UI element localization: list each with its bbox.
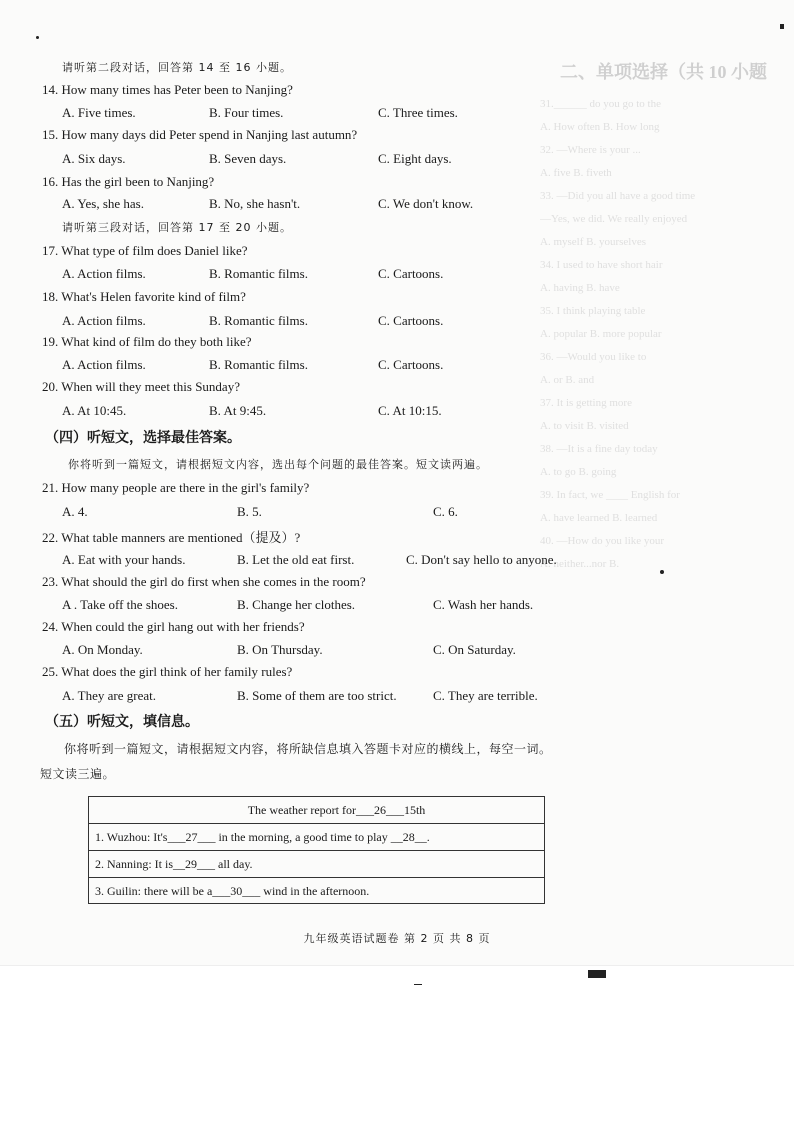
option-19-b: B. Romantic films. — [209, 357, 308, 372]
bleed-through-title: 二、单项选择（共 10 小题 — [560, 62, 767, 82]
option-18-c: C. Cartoons. — [378, 313, 444, 328]
option-21-a: A. 4. — [62, 504, 88, 519]
option-24-b: B. On Thursday. — [237, 642, 323, 657]
section-4-title: （四）听短文，选择最佳答案。 — [45, 430, 241, 446]
table-row-text: 1. Wuzhou: It's___27___ in the morning, a good time to play __28__. — [95, 830, 430, 844]
table-row-text: 2. Nanning: It is__29___ all day. — [95, 857, 253, 871]
question-24: 24. When could the girl hang out with her friends? — [42, 619, 305, 634]
bleed-line: 35. I think playing table — [540, 305, 646, 317]
bleed-line: 40. —How do you like your — [540, 535, 665, 547]
option-16-a: A. Yes, she has. — [62, 196, 144, 211]
bleed-line: —Yes, we did. We really enjoyed — [540, 213, 688, 225]
option-25-a: A. They are great. — [62, 688, 156, 703]
section-5-instruction-cont: 短文读三遍。 — [40, 767, 116, 781]
bleed-line: 39. In fact, we ____ English for — [540, 489, 680, 501]
instruction-part2: 请听第二段对话，回答第 14 至 16 小题。 — [62, 61, 292, 74]
option-17-b: B. Romantic films. — [209, 266, 308, 281]
question-15: 15. How many days did Peter spend in Nanjing last autumn? — [42, 127, 358, 142]
option-15-c: C. Eight days. — [378, 151, 452, 166]
scan-dash — [414, 984, 422, 985]
bleed-line: A. neither...nor B. — [540, 558, 620, 570]
option-24-a: A. On Monday. — [62, 642, 143, 657]
section-5-instruction: 你将听到一篇短文，请根据短文内容，将所缺信息填入答题卡对应的横线上，每空一词。 — [64, 742, 552, 756]
bleed-line: 32. —Where is your ... — [540, 144, 641, 156]
option-24-c: C. On Saturday. — [433, 642, 516, 657]
option-17-a: A. Action films. — [62, 266, 146, 281]
option-14-b: B. Four times. — [209, 105, 284, 120]
bleed-line: 36. —Would you like to — [540, 351, 647, 363]
option-16-b: B. No, she hasn't. — [209, 196, 301, 211]
option-20-b: B. At 9:45. — [209, 403, 267, 418]
scan-edge — [0, 965, 794, 1124]
option-15-b: B. Seven days. — [209, 151, 287, 166]
bleed-line: A. or B. and — [540, 374, 595, 386]
option-22-b: B. Let the old eat first. — [237, 552, 355, 567]
weather-report-table — [88, 796, 545, 904]
option-20-c: C. At 10:15. — [378, 403, 442, 418]
option-22-a: A. Eat with your hands. — [62, 552, 186, 567]
option-14-c: C. Three times. — [378, 105, 458, 120]
option-23-c: C. Wash her hands. — [433, 597, 534, 612]
bleed-line: 31.______ do you go to the — [540, 98, 661, 110]
bleed-line: 38. —It is a fine day today — [540, 443, 658, 455]
table-row — [89, 851, 544, 878]
option-22-c: C. Don't say hello to anyone. — [406, 552, 557, 567]
question-14: 14. How many times has Peter been to Nanjing? — [42, 82, 293, 97]
question-18: 18. What's Helen favorite kind of film? — [42, 289, 246, 304]
option-25-b: B. Some of them are too strict. — [237, 688, 397, 703]
bleed-line: A. popular B. more popular — [540, 328, 662, 340]
bleed-line: A. have learned B. learned — [540, 512, 658, 524]
question-20: 20. When will they meet this Sunday? — [42, 379, 240, 394]
bleed-line: A. myself B. yourselves — [540, 236, 647, 248]
page-footer: 九年级英语试题卷 第 2 页 共 8 页 — [303, 932, 491, 945]
option-23-b: B. Change her clothes. — [237, 597, 356, 612]
question-22: 22. What table manners are mentioned（提及）? — [42, 530, 301, 545]
bleed-line: A. to visit B. visited — [540, 420, 629, 432]
option-14-a: A. Five times. — [62, 105, 136, 120]
option-21-c: C. 6. — [433, 504, 458, 519]
bleed-line: 34. I used to have short hair — [540, 259, 663, 271]
scan-dot — [780, 24, 784, 29]
option-17-c: C. Cartoons. — [378, 266, 444, 281]
bleed-line: 33. —Did you all have a good time — [540, 190, 696, 202]
bleed-through-text — [540, 55, 790, 875]
question-25: 25. What does the girl think of her family rules? — [42, 664, 293, 679]
bleed-line: A. having B. have — [540, 282, 620, 294]
table-row-text: 3. Guilin: there will be a___30___ wind in the afternoon. — [95, 884, 370, 898]
scan-dot — [660, 570, 664, 574]
bleed-line: 37. It is getting more — [540, 397, 632, 409]
scan-dot — [36, 36, 39, 39]
option-18-b: B. Romantic films. — [209, 313, 308, 328]
table-row — [89, 878, 544, 904]
option-18-a: A. Action films. — [62, 313, 146, 328]
question-21: 21. How many people are there in the girl's family? — [42, 480, 310, 495]
question-19: 19. What kind of film do they both like? — [42, 334, 252, 349]
option-23-a: A . Take off the shoes. — [62, 597, 178, 612]
bleed-line: A. How often B. How long — [540, 121, 660, 133]
option-16-c: C. We don't know. — [378, 196, 474, 211]
table-header-text: The weather report for___26___15th — [247, 803, 426, 817]
question-16: 16. Has the girl been to Nanjing? — [42, 174, 215, 189]
scan-block — [588, 970, 606, 978]
question-17: 17. What type of film does Daniel like? — [42, 243, 248, 258]
option-25-c: C. They are terrible. — [433, 688, 538, 703]
instruction-part3: 请听第三段对话，回答第 17 至 20 小题。 — [62, 221, 292, 234]
table-row — [89, 824, 544, 851]
question-23: 23. What should the girl do first when she comes in the room? — [42, 574, 366, 589]
option-15-a: A. Six days. — [62, 151, 126, 166]
option-21-b: B. 5. — [237, 504, 262, 519]
section-5-title: （五）听短文，填信息。 — [45, 714, 199, 730]
section-4-instruction: 你将听到一篇短文，请根据短文内容，选出每个问题的最佳答案。短文读两遍。 — [68, 458, 488, 471]
option-19-a: A. Action films. — [62, 357, 146, 372]
table-header-row — [89, 797, 544, 824]
bleed-line: A. to go B. going — [540, 466, 617, 478]
bleed-line: A. five B. fiveth — [540, 167, 612, 179]
option-19-c: C. Cartoons. — [378, 357, 444, 372]
option-20-a: A. At 10:45. — [62, 403, 127, 418]
